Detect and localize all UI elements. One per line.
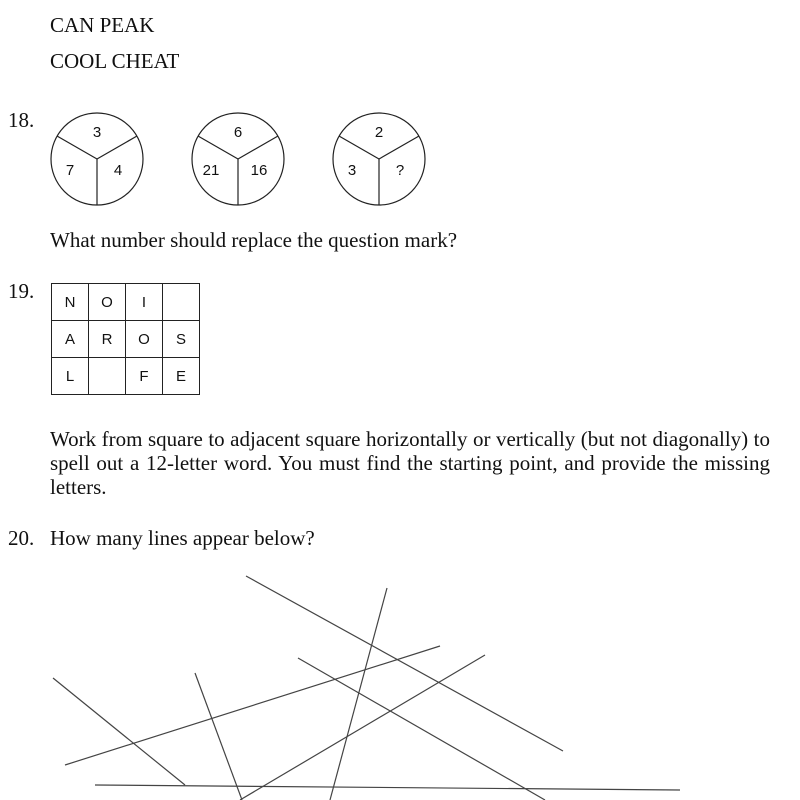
grid-cell: S — [163, 321, 200, 358]
circle-top-value: 2 — [374, 124, 384, 141]
grid-cell — [89, 358, 126, 395]
puzzle-line — [53, 678, 185, 785]
grid-cell: O — [89, 284, 126, 321]
grid-cell: E — [163, 358, 200, 395]
circle-left-value: 21 — [202, 162, 220, 179]
top-line-2: COOL CHEAT — [50, 49, 180, 73]
question-19-number: 19. — [8, 279, 35, 303]
puzzle-line — [298, 658, 545, 800]
puzzle-line — [246, 576, 563, 751]
circle-right-value: 4 — [113, 162, 123, 179]
grid-row — [52, 284, 200, 321]
grid-cell: N — [52, 284, 89, 321]
question-20-number: 20. — [8, 526, 35, 550]
circle-left-value: 3 — [347, 162, 357, 179]
number-circle-1 — [49, 111, 145, 207]
line-puzzle-figure — [0, 560, 800, 800]
puzzle-line — [195, 673, 242, 800]
grid-row — [52, 321, 200, 358]
circle-right-value: 16 — [250, 162, 268, 179]
puzzle-line — [330, 588, 387, 800]
question-18-text: What number should replace the question mark? — [50, 228, 458, 252]
puzzle-line — [95, 785, 680, 790]
question-20-text: How many lines appear below? — [50, 526, 315, 550]
question-18-number: 18. — [8, 108, 35, 132]
grid-cell: O — [126, 321, 163, 358]
grid-cell: R — [89, 321, 126, 358]
circle-top-value: 3 — [92, 124, 102, 141]
grid-cell: L — [52, 358, 89, 395]
number-circle-2 — [190, 111, 286, 207]
top-line-1: CAN PEAK — [50, 13, 155, 37]
number-circle-3 — [331, 111, 427, 207]
circle-left-value: 7 — [65, 162, 75, 179]
puzzle-line — [240, 655, 485, 800]
grid-cell: F — [126, 358, 163, 395]
puzzle-line — [65, 646, 440, 765]
circle-right-value: ? — [395, 162, 405, 179]
grid-cell: I — [126, 284, 163, 321]
grid-cell — [163, 284, 200, 321]
grid-row — [52, 358, 200, 395]
question-19-text: Work from square to adjacent square horizontally or vertically (but not diagonally) to spell out a 12-letter word. You must find the starting point, and provide the missing letters. — [50, 427, 770, 499]
letter-grid — [51, 283, 200, 395]
circle-top-value: 6 — [233, 124, 243, 141]
grid-cell: A — [52, 321, 89, 358]
